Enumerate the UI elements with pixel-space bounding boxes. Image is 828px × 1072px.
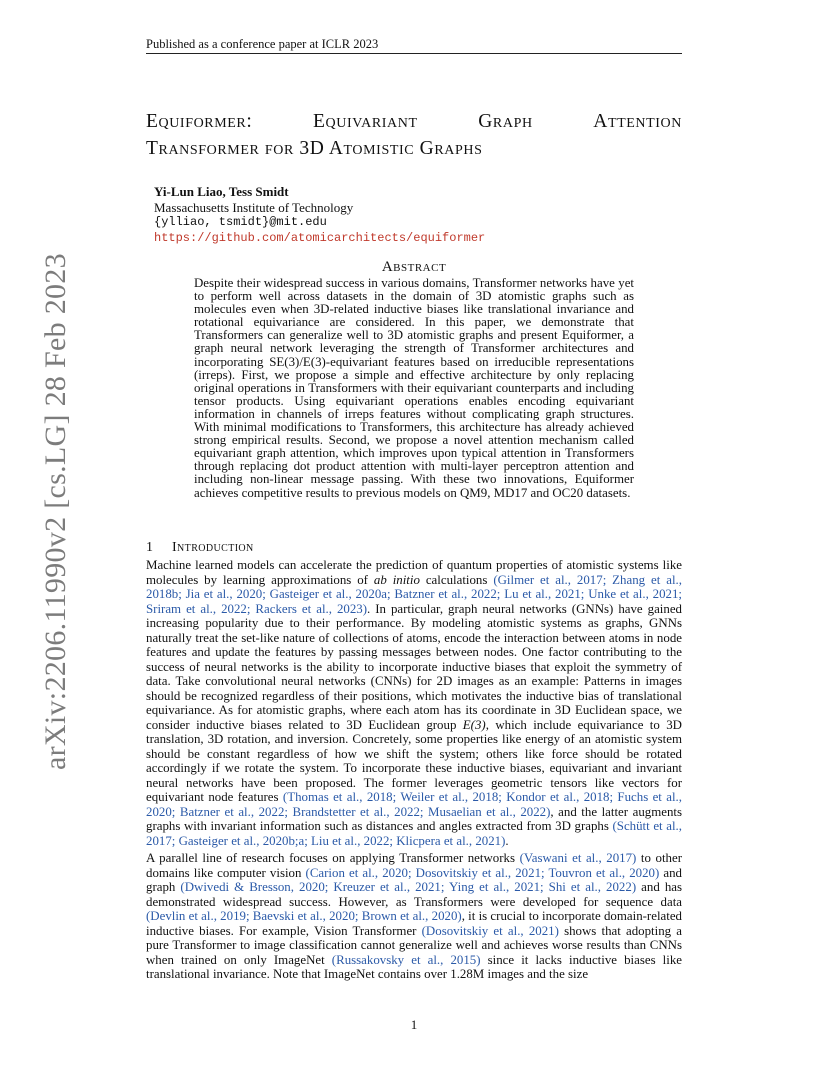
citation-link[interactable]: (Thomas et al., 2018; Weiler et al., 2018; Kondor et al., 2018; Fuchs et al., 2020; Batzner et al., 2022; Brandstetter et al., 2022; Musaelian et al., 2022) (146, 790, 682, 819)
title-word: Graph (478, 111, 533, 132)
section-title: Introduction (172, 540, 254, 555)
title-word: Attention (593, 111, 682, 132)
author-names: Yi-Lun Liao, Tess Smidt (154, 184, 289, 199)
author-emails: {ylliao, tsmidt}@mit.edu (154, 215, 327, 229)
citation-link[interactable]: (Dwivedi & Bresson, 2020; Kreuzer et al., 2021; Ying et al., 2021; Shi et al., 2022) (180, 880, 637, 894)
affiliation: Massachusetts Institute of Technology (154, 199, 354, 215)
citation-link[interactable]: (Gilmer et al., 2017; Zhang et al., 2018b; Jia et al., 2020; Gasteiger et al., 2020a; Batzner et al., 2022; Lu et al., 2021; Unke et al., 2021; Sriram et al., 2022; Rackers et al., 2023) (146, 572, 682, 616)
paragraph-text: , which include equivariance to 3D translation, 3D rotation, and inversion. Concretely, some properties like energy of an atomistic system should be constant regardless of how we shift the system; others like force should be rotated accordingly if we rotate the system. To incorporate these inductive biases, equivariant and invariant neural networks have been proposed. The former leverages geometric tensors like vectors for equivariant node features (146, 717, 682, 804)
abstract-heading: Abstract (381, 259, 447, 275)
paragraph-text: and graph (146, 865, 682, 894)
citation-link[interactable]: (Dosovitskiy et al., 2021) (421, 923, 559, 938)
author-block (154, 184, 485, 246)
citation-link[interactable]: (Carion et al., 2020; Dosovitskiy et al., 2021; Touvron et al., 2020) (305, 865, 660, 880)
github-link[interactable]: https://github.com/atomicarchitects/equiformer (154, 230, 486, 245)
title-word: Equivariant (313, 111, 418, 132)
italic-text: ab initio (373, 572, 420, 587)
intro-paragraph-1 (146, 558, 682, 848)
italic-text: E(3) (462, 717, 486, 732)
citation-link[interactable]: (Schütt et al., 2017; Gasteiger et al., 2020b;a; Liu et al., 2022; Klicpera et al., 2021) (146, 819, 682, 848)
paragraph-text: and has demonstrated widespread success. However, as Transformers were developed for sequence data (146, 880, 683, 909)
paragraph-text: calculations (419, 572, 494, 587)
paragraph-text: Machine learned models can accelerate the prediction of quantum properties of atomistic systems like molecules by learning approximations of (146, 558, 682, 587)
paragraph-text: since it lacks inductive biases like translational invariance. Note that ImageNet contains over 1.28M images and the size (146, 952, 683, 981)
paragraph-text: to other domains like computer vision (146, 851, 683, 880)
title-line-2: Transformer for 3D Atomistic Graphs (146, 138, 483, 159)
paragraph-text: , it is crucial to incorporate domain-related inductive biases. For example, Vision Transformer (146, 909, 682, 938)
arxiv-side-stamp: arXiv:2206.11990v2 [cs.LG] 28 Feb 2023 (39, 253, 72, 770)
header-rule (146, 53, 682, 54)
citation-link[interactable]: (Vaswani et al., 2017) (519, 851, 637, 865)
paragraph-text: shows that adopting a pure Transformer to image classification cannot generalize well and achieves worse results than CNNs when trained on only ImageNet (146, 923, 682, 967)
citation-link[interactable]: (Russakovsky et al., 2015) (331, 952, 481, 967)
intro-body (146, 558, 682, 985)
abstract-text: Despite their widespread success in various domains, Transformer networks have yet to perform well across datasets in the domain of 3D atomistic graphs such as molecules even when 3D-related inductive biases like translational invariance and rotational equivariance are considered. In this paper, we demonstrate that Transformers can generalize well to 3D atomistic graphs and present Equiformer, a graph neural network leveraging the strength of Transformer architectures and incorporating SE(3)/E(3)-equivariant features based on irreducible representations (irreps). First, we propose a simple and effective architecture by only replacing original operations in Transformers with their equivariant counterparts and including tensor products. Using equivariant operations enables encoding equivariant information in channels of irreps features without complicating graph structures. With minimal modifications to Transformers, this architecture has already achieved strong empirical results. Second, we propose a novel attention mechanism called equivariant graph attention, which improves upon typical attention in Transformers through replacing dot product attention with multi-layer perceptron attention and including non-linear message passing. With these two innovations, Equiformer achieves competitive results to previous models on QM9, MD17 and OC20 datasets. (194, 276, 634, 500)
intro-paragraph-2 (146, 851, 682, 982)
title-line-1 (146, 108, 682, 135)
title-word: Equiformer: (146, 111, 253, 132)
running-header: Published as a conference paper at ICLR 2023 (146, 37, 379, 51)
citation-link[interactable]: (Devlin et al., 2019; Baevski et al., 2020; Brown et al., 2020) (146, 909, 462, 923)
section-number: 1 (146, 540, 154, 555)
paragraph-text: . (505, 833, 509, 848)
section-heading (146, 540, 254, 556)
paper-title (146, 108, 686, 162)
page-number: 1 (410, 1017, 418, 1032)
paragraph-text: A parallel line of research focuses on applying Transformer networks (146, 851, 520, 865)
paragraph-text: , and the latter augments graphs with invariant information such as distances and angles extracted from 3D graphs (146, 804, 682, 833)
paragraph-text: . In particular, graph neural networks (GNNs) have gained increasing popularity due to their performance. By modeling atomistic systems as graphs, GNNs naturally treat the set-like nature of collections of atoms, encode the interaction between atoms in node features and update the features by passing messages between nodes. One factor contributing to the success of neural networks is the ability to incorporate inductive biases that exploit the symmetry of data. Take convolutional neural networks (CNNs) for 2D images as an example: Patterns in images should be recognized regardless of their positions, which motivates the inductive bias of translational equivariance. As for atomistic graphs, where each atom has its coordinate in 3D Euclidean space, we consider inductive biases related to 3D Euclidean group (146, 601, 682, 732)
